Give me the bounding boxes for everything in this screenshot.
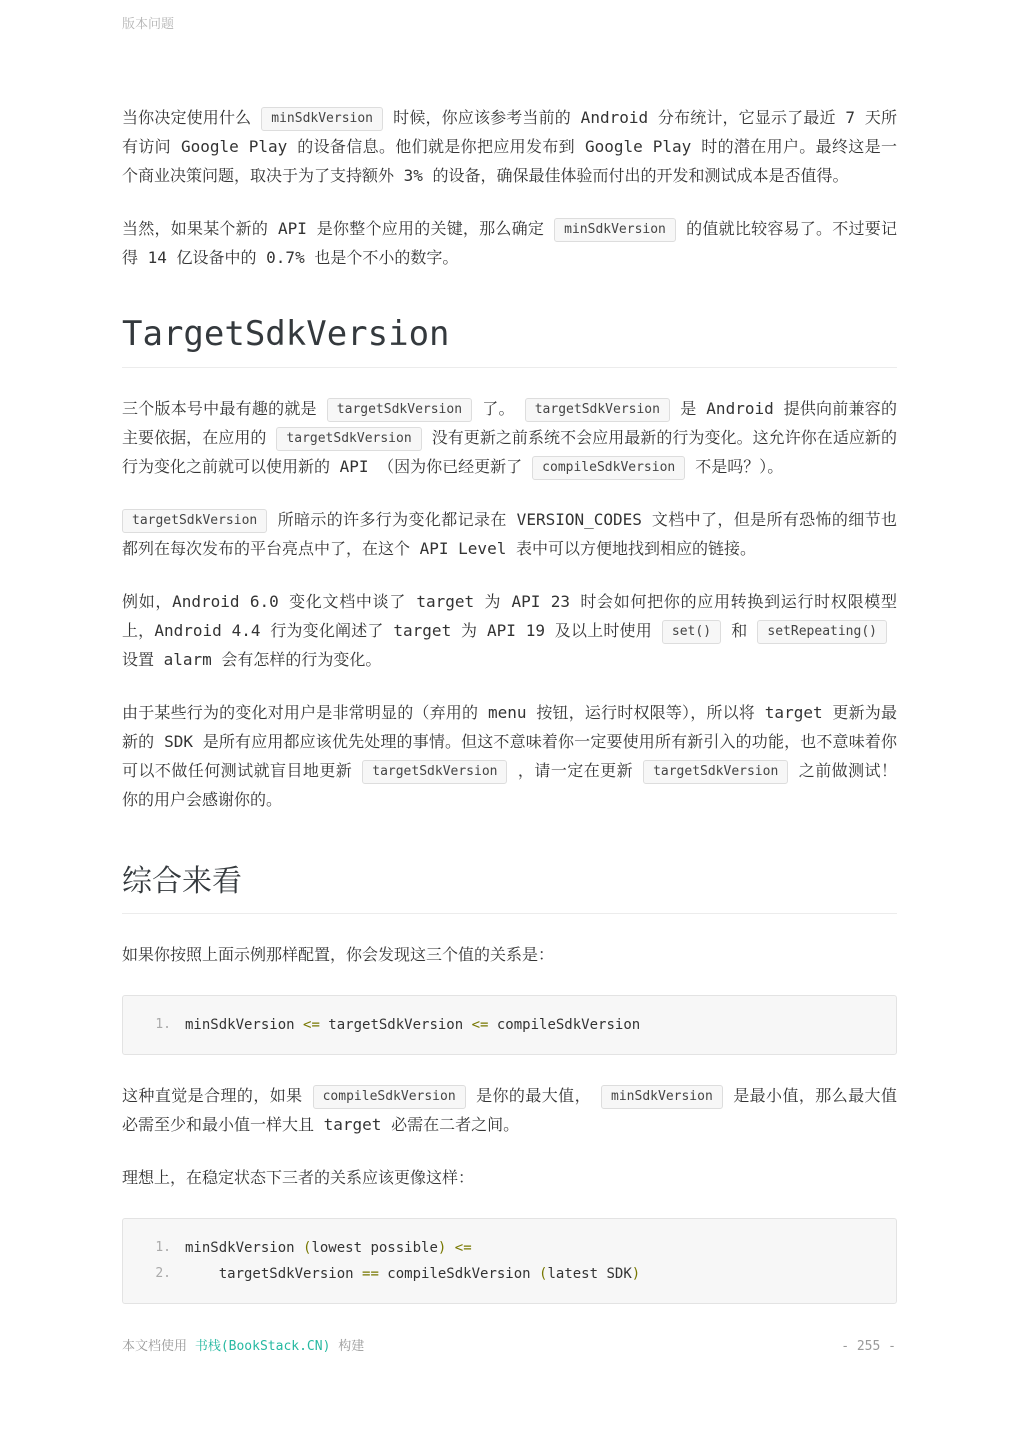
paragraph <box>122 1081 897 1139</box>
running-header: 版本问题 <box>122 17 175 32</box>
code-line <box>123 1012 896 1038</box>
code-plain: minSdkVersion <box>185 1240 304 1256</box>
code-text <box>185 1261 640 1287</box>
paragraph <box>122 103 897 190</box>
inline-code: targetSdkVersion <box>643 760 788 784</box>
code-plain <box>446 1240 454 1256</box>
document-body <box>122 103 897 1330</box>
code-text <box>185 1012 640 1038</box>
inline-code: compileSdkVersion <box>532 456 685 480</box>
code-operator: ) <box>437 1240 447 1256</box>
code-operator: <= <box>303 1017 320 1033</box>
paragraph-text: 理想上，在稳定状态下三者的关系应该更像这样： <box>122 1168 475 1187</box>
paragraph-text: 不是吗？）。 <box>695 457 784 476</box>
code-operator: ( <box>539 1266 548 1282</box>
code-operator: ) <box>631 1266 641 1282</box>
footer-credit <box>122 1335 364 1354</box>
inline-code: minSdkVersion <box>601 1085 723 1109</box>
paragraph-text: 这种直觉是合理的，如果 <box>122 1086 303 1105</box>
code-block <box>122 1218 897 1304</box>
code-plain: latest SDK <box>547 1266 632 1282</box>
paragraph-text: ，请一定在更新 <box>517 761 634 780</box>
inline-code: targetSdkVersion <box>327 398 472 422</box>
inline-code: targetSdkVersion <box>525 398 670 422</box>
code-plain: targetSdkVersion <box>185 1266 363 1282</box>
line-number: 1. <box>155 1017 171 1032</box>
code-line <box>123 1235 896 1261</box>
paragraph-text: 例如，Android 6.0 变化文档中谈了 target 为 API 23 时会如何把你的应用转换到运行时权限模型上，Android 4.4 行为变化阐述了 target 为 API 19 及以上时使用 <box>122 592 897 640</box>
paragraph-text: 了。 <box>482 399 515 418</box>
page-footer <box>122 1335 896 1354</box>
code-operator: ( <box>303 1240 312 1256</box>
inline-code: targetSdkVersion <box>362 760 507 784</box>
code-text <box>185 1235 472 1261</box>
paragraph-text: 当然，如果某个新的 API 是你整个应用的关键，那么确定 <box>122 219 545 238</box>
paragraph-text: 如果你按照上面示例那样配置，你会发现这三个值的关系是： <box>122 945 555 964</box>
code-plain: compileSdkVersion <box>378 1266 540 1282</box>
code-operator: <= <box>454 1240 472 1256</box>
paragraph-text: 没有更新之前系统不会应用最新的行为变化。这允许你在适应新的行为变化之前就可以使用新的 API （因为你已经更新了 <box>122 428 897 476</box>
section-heading: 综合来看 <box>122 856 897 914</box>
paragraph-text: 当你决定使用什么 <box>122 108 252 127</box>
paragraph-text: 所暗示的许多行为变化都记录在 VERSION_CODES 文档中了，但是所有恐怖的细节也都列在每次发布的平台亮点中了，在这个 API Level 表中可以方便地找到相应的链接。 <box>122 510 897 558</box>
inline-code: targetSdkVersion <box>276 427 421 451</box>
inline-code: set() <box>662 620 721 644</box>
code-plain: lowest possible <box>311 1240 438 1256</box>
footer-credit-prefix: 本文档使用 <box>122 1339 195 1354</box>
paragraph-text: 时候，你应该参考当前的 Android 分布统计，它显示了最近 7 天所有访问 Google Play 的设备信息。他们就是你把应用发布到 Google Play 时的潜在用户。最终这是一个商业决策问题，取决于为了支持额外 3% 的设备，确保最佳体验而付出的开发和测试成本是否值得。 <box>122 108 897 185</box>
line-number: 2. <box>155 1266 171 1281</box>
paragraph-text: 是最小值，那么最大值必需至少和最小值一样大且 target 必需在二者之间。 <box>122 1086 897 1134</box>
inline-code: targetSdkVersion <box>122 509 267 533</box>
paragraph <box>122 587 897 674</box>
inline-code: minSdkVersion <box>554 218 676 242</box>
bookstack-link[interactable]: 书栈(BookStack.CN) <box>194 1339 331 1354</box>
code-block <box>122 995 897 1055</box>
code-operator: == <box>362 1266 379 1282</box>
paragraph <box>122 940 897 969</box>
paragraph-text: 由于某些行为的变化对用户是非常明显的（弃用的 menu 按钮，运行时权限等），所以将 target 更新为最新的 SDK 是所有应用都应该优先处理的事情。但这不意味着你一定要使用所有新引入的功能，也不意味着你可以不做任何测试就盲目地更新 <box>122 703 897 780</box>
code-operator: <= <box>471 1017 489 1033</box>
paragraph <box>122 505 897 563</box>
code-plain: minSdkVersion <box>185 1017 304 1033</box>
line-number: 1. <box>155 1240 171 1255</box>
code-plain: compileSdkVersion <box>488 1017 641 1033</box>
paragraph-text: 和 <box>731 621 748 640</box>
paragraph-text: 三个版本号中最有趣的就是 <box>122 399 317 418</box>
inline-code: minSdkVersion <box>261 107 383 131</box>
paragraph <box>122 698 897 814</box>
paragraph-text: 是 Android 提供向前兼容的主要依据，在应用的 <box>122 399 897 447</box>
footer-credit-suffix: 构建 <box>330 1339 365 1354</box>
paragraph-text: 之前做测试！你的用户会感谢你的。 <box>122 761 897 809</box>
inline-code: setRepeating() <box>757 620 887 644</box>
inline-code: compileSdkVersion <box>313 1085 466 1109</box>
page-number: - 255 - <box>841 1339 896 1354</box>
paragraph-text: 的值就比较容易了。不过要记得 14 亿设备中的 0.7% 也是个不小的数字。 <box>122 219 897 267</box>
paragraph <box>122 1163 897 1192</box>
section-heading: TargetSdkVersion <box>122 314 897 368</box>
paragraph-text: 是你的最大值， <box>475 1086 592 1105</box>
code-line <box>123 1261 896 1287</box>
paragraph <box>122 214 897 272</box>
paragraph-text: 设置 alarm 会有怎样的行为变化。 <box>122 650 382 669</box>
code-plain: targetSdkVersion <box>319 1017 472 1033</box>
paragraph <box>122 394 897 481</box>
